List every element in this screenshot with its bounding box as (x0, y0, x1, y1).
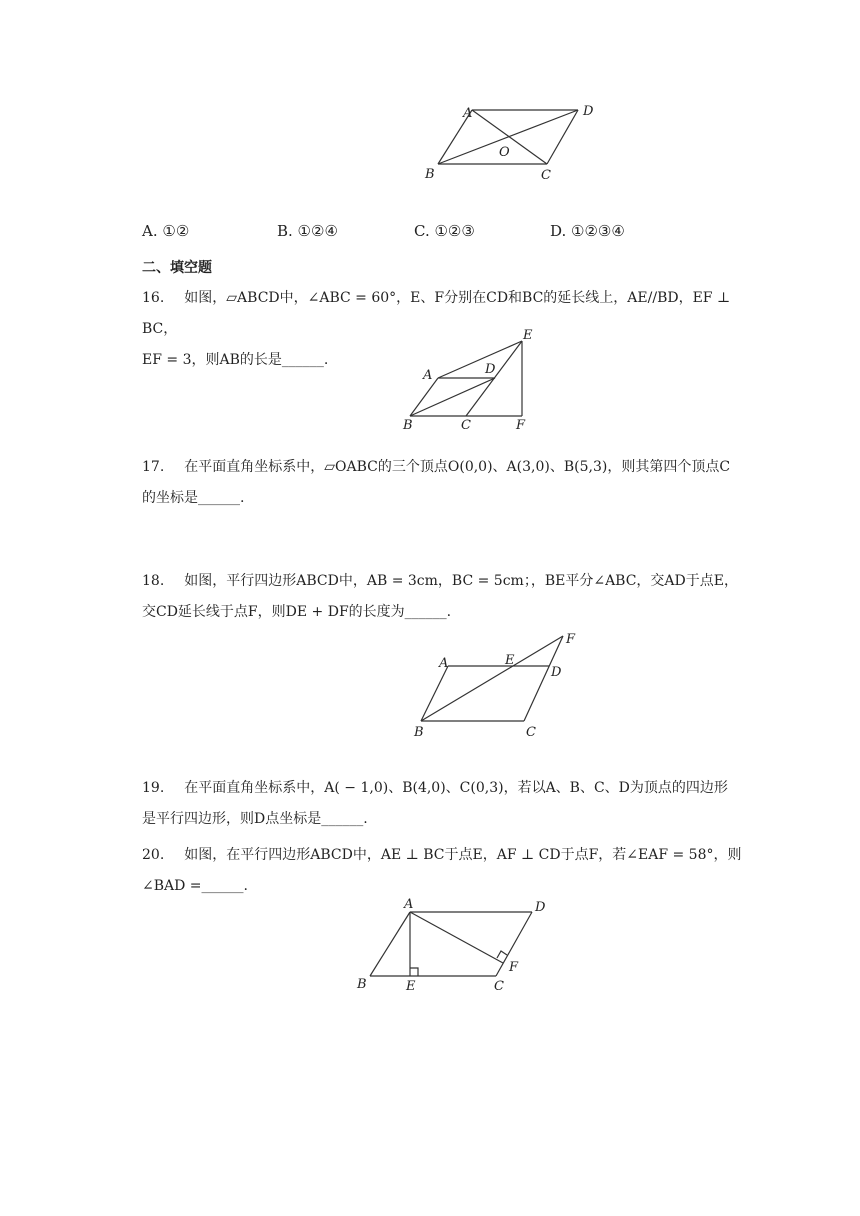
question-text-line1: 如图，平行四边形ABCD中，AB = 3cm，BC = 5cm；，BE平分∠ABC，交AD于点E， (184, 573, 738, 589)
label-A: A (439, 656, 449, 671)
label-C: C (461, 418, 471, 433)
label-F: F (566, 632, 576, 647)
question-text-line2: ∠BAD =______. (142, 878, 248, 894)
label-A: A (463, 106, 473, 121)
question-text-line2: 的坐标是______. (142, 490, 245, 506)
figure-q18 (405, 626, 595, 742)
figure-q20 (352, 892, 562, 996)
question-text-line1: 在平面直角坐标系中，A( − 1,0)、B(4,0)、C(0,3)，若以A、B、C、D为顶点的四边形 (184, 780, 728, 796)
label-E: E (406, 979, 416, 994)
label-C: C (494, 979, 504, 994)
label-E: E (523, 328, 533, 343)
label-C: C (541, 168, 551, 183)
question-17 (142, 452, 752, 514)
question-number: 19. (142, 780, 165, 796)
choice-c: C. ①②③ (414, 222, 475, 240)
question-18 (142, 566, 752, 628)
question-number: 16. (142, 290, 165, 306)
label-B: B (403, 418, 413, 433)
question-number: 20. (142, 847, 165, 863)
question-text-line2: EF = 3，则AB的长是______. (142, 352, 329, 368)
label-A: A (404, 897, 414, 912)
label-C: C (526, 725, 536, 740)
label-A: A (423, 368, 433, 383)
label-F: F (516, 418, 526, 433)
choice-d: D. ①②③④ (550, 222, 625, 240)
label-O: O (499, 145, 510, 160)
figure-q16 (398, 326, 548, 434)
question-text-line1: 在平面直角坐标系中，▱OABC的三个顶点O(0,0)、A(3,0)、B(5,3)，则其第四个顶点C (184, 459, 731, 475)
question-text-line2: 交CD延长线于点F，则DE + DF的长度为______. (142, 604, 452, 620)
label-B: B (414, 725, 424, 740)
question-text-line2: 是平行四边形，则D点坐标是______. (142, 811, 368, 827)
label-B: B (425, 167, 435, 182)
question-text-line1: 如图，▱ABCD中，∠ABC = 60°，E、F分别在CD和BC的延长线上，AE//BD，EF ⊥ BC， (142, 290, 731, 337)
section-title: 二、填空题 (142, 260, 212, 276)
label-D: D (583, 104, 594, 119)
label-D: D (535, 900, 546, 915)
question-text-line1: 如图，在平行四边形ABCD中，AE ⊥ BC于点E，AF ⊥ CD于点F，若∠EAF = 58°，则 (184, 847, 742, 863)
label-F: F (509, 960, 519, 975)
label-D: D (485, 362, 496, 377)
figure-q15 (410, 98, 610, 188)
choice-b: B. ①②④ (277, 222, 338, 240)
choice-a: A. ①② (142, 222, 190, 240)
question-number: 17. (142, 459, 165, 475)
question-number: 18. (142, 573, 165, 589)
label-B: B (357, 977, 367, 992)
label-E: E (505, 653, 515, 668)
label-D: D (551, 665, 562, 680)
question-19 (142, 773, 752, 835)
